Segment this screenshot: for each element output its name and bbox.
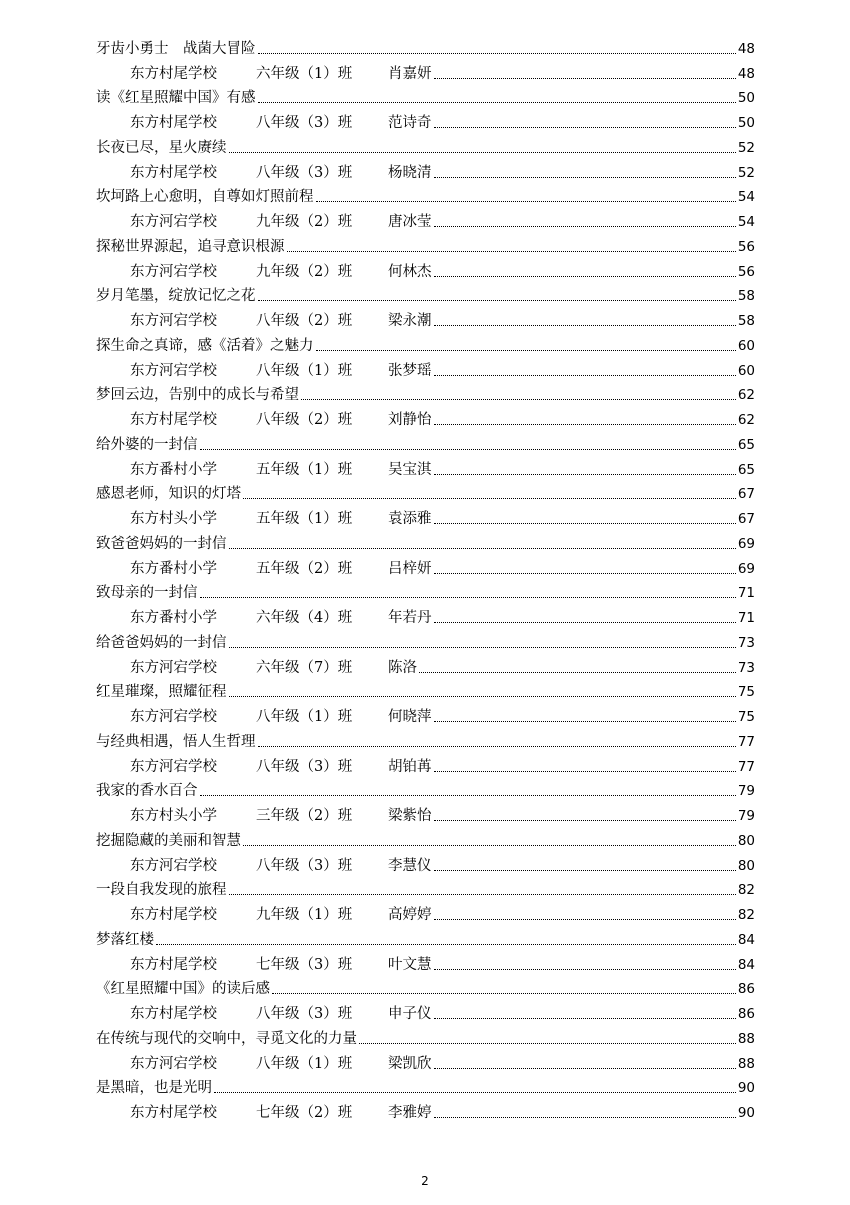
dot-leader bbox=[316, 350, 736, 351]
entry-page: 54 bbox=[737, 214, 755, 230]
entry-school: 东方河宕学校 bbox=[130, 1055, 217, 1072]
toc-author-row[interactable] bbox=[96, 652, 755, 677]
entry-author: 梁紫怡 bbox=[388, 808, 432, 824]
toc-author-row[interactable] bbox=[96, 404, 755, 429]
entry-author: 何晓萍 bbox=[388, 709, 432, 725]
entry-page: 80 bbox=[737, 857, 755, 874]
dot-leader bbox=[229, 548, 736, 549]
entry-page: 80 bbox=[737, 832, 755, 849]
entry-author: 梁永潮 bbox=[388, 313, 432, 329]
toc-author-row[interactable] bbox=[96, 602, 755, 627]
entry-grade: 八年级（1）班 bbox=[256, 362, 353, 379]
entry-grade: 三年级（2）班 bbox=[256, 808, 353, 824]
entry-grade: 六年级（7）班 bbox=[256, 659, 353, 676]
entry-grade: 八年级（3）班 bbox=[256, 758, 353, 775]
dot-leader bbox=[287, 251, 736, 252]
dot-leader bbox=[434, 1018, 736, 1019]
entry-author: 吴宝淇 bbox=[388, 461, 432, 478]
toc-author-row[interactable] bbox=[96, 800, 755, 825]
entry-title: 致爸爸妈妈的一封信 bbox=[96, 535, 227, 552]
entry-title: 与经典相遇，悟人生哲理 bbox=[96, 733, 256, 750]
entry-author: 李雅婷 bbox=[388, 1105, 432, 1121]
page-number: 2 bbox=[421, 1174, 429, 1188]
dot-leader bbox=[434, 375, 736, 376]
toc-title-row[interactable] bbox=[96, 83, 755, 108]
entry-page: 77 bbox=[737, 733, 755, 750]
entry-page: 58 bbox=[737, 288, 755, 305]
toc-title-row[interactable] bbox=[96, 924, 755, 949]
dot-leader bbox=[434, 969, 736, 970]
entry-grade: 八年级（3）班 bbox=[256, 1006, 353, 1022]
entry-author: 刘静怡 bbox=[388, 412, 432, 428]
entry-grade: 八年级（3）班 bbox=[256, 857, 353, 874]
entry-author: 梁凯欣 bbox=[388, 1055, 432, 1072]
dot-leader bbox=[434, 226, 736, 227]
entry-author: 杨晓清 bbox=[388, 164, 432, 181]
dot-leader bbox=[214, 1092, 736, 1093]
toc-title-row[interactable] bbox=[96, 528, 755, 553]
dot-leader bbox=[434, 523, 736, 524]
toc-author-row[interactable] bbox=[96, 850, 755, 875]
dot-leader bbox=[419, 672, 736, 673]
toc-author-row[interactable] bbox=[96, 701, 755, 726]
entry-page: 60 bbox=[737, 362, 755, 379]
toc-title-row[interactable] bbox=[96, 627, 755, 652]
dot-leader bbox=[272, 993, 736, 994]
entry-author: 吕梓妍 bbox=[388, 560, 432, 577]
dot-leader bbox=[316, 201, 736, 202]
toc-title-row[interactable] bbox=[96, 182, 755, 207]
entry-school: 东方村尾学校 bbox=[130, 1105, 217, 1121]
toc-title-row[interactable] bbox=[96, 677, 755, 702]
entry-school: 东方河宕学校 bbox=[130, 857, 217, 874]
entry-page: 84 bbox=[737, 931, 755, 948]
dot-leader bbox=[434, 573, 736, 574]
entry-page: 52 bbox=[737, 164, 755, 181]
dot-leader bbox=[359, 1043, 736, 1044]
toc-author-row[interactable] bbox=[96, 899, 755, 924]
toc-title-row[interactable] bbox=[96, 281, 755, 306]
entry-page: 54 bbox=[737, 189, 755, 206]
toc-author-row[interactable] bbox=[96, 553, 755, 578]
dot-leader bbox=[200, 795, 736, 796]
entry-author: 年若丹 bbox=[388, 610, 432, 626]
entry-author: 袁添雅 bbox=[388, 511, 432, 527]
entry-title: 牙齿小勇士 战菌大冒险 bbox=[96, 40, 256, 57]
entry-school: 东方番村小学 bbox=[130, 461, 217, 478]
dot-leader bbox=[434, 870, 736, 871]
toc-title-row[interactable] bbox=[96, 330, 755, 355]
entry-title: 我家的香水百合 bbox=[96, 783, 198, 800]
entry-page: 69 bbox=[737, 535, 755, 552]
entry-author: 何林杰 bbox=[388, 263, 432, 280]
entry-page: 62 bbox=[737, 387, 755, 404]
dot-leader bbox=[243, 845, 736, 846]
dot-leader bbox=[229, 894, 736, 895]
entry-author: 李慧仪 bbox=[388, 857, 432, 874]
dot-leader bbox=[434, 721, 736, 722]
entry-author: 张梦瑶 bbox=[388, 362, 432, 379]
dot-leader bbox=[156, 944, 736, 945]
entry-page: 71 bbox=[737, 585, 755, 602]
entry-page: 56 bbox=[737, 263, 755, 280]
entry-school: 东方村头小学 bbox=[130, 808, 217, 824]
entry-page: 82 bbox=[737, 882, 755, 899]
dot-leader bbox=[434, 474, 736, 475]
dot-leader bbox=[258, 102, 736, 103]
entry-grade: 七年级（3）班 bbox=[256, 956, 353, 973]
entry-title: 梦回云边，告别中的成长与希望 bbox=[96, 387, 299, 404]
toc-author-row[interactable] bbox=[96, 751, 755, 776]
toc-title-row[interactable] bbox=[96, 578, 755, 603]
entry-title: 《红星照耀中国》的读后感 bbox=[96, 981, 270, 998]
entry-title: 探生命之真谛，感《活着》之魅力 bbox=[96, 337, 314, 354]
entry-page: 88 bbox=[737, 1055, 755, 1072]
toc-author-row[interactable] bbox=[96, 355, 755, 380]
entry-grade: 六年级（1）班 bbox=[256, 65, 353, 82]
entry-page: 48 bbox=[737, 40, 755, 57]
toc-author-row[interactable] bbox=[96, 1097, 755, 1122]
toc-title-row[interactable] bbox=[96, 875, 755, 900]
entry-grade: 八年级（1）班 bbox=[256, 709, 353, 725]
dot-leader bbox=[200, 597, 736, 598]
toc-title-row[interactable] bbox=[96, 231, 755, 256]
entry-title: 给外婆的一封信 bbox=[96, 436, 198, 453]
entry-author: 申子仪 bbox=[388, 1006, 432, 1022]
entry-grade: 九年级（2）班 bbox=[256, 263, 353, 280]
toc-author-row[interactable] bbox=[96, 256, 755, 281]
entry-title: 长夜已尽，星火赓续 bbox=[96, 139, 227, 156]
entry-school: 东方村头小学 bbox=[130, 511, 217, 527]
dot-leader bbox=[434, 1068, 736, 1069]
entry-school: 东方村尾学校 bbox=[130, 164, 217, 181]
entry-page: 58 bbox=[737, 313, 755, 329]
entry-page: 82 bbox=[737, 907, 755, 923]
toc-author-row[interactable] bbox=[96, 1048, 755, 1073]
toc-author-row[interactable] bbox=[96, 107, 755, 132]
entry-grade: 五年级（1）班 bbox=[256, 461, 353, 478]
toc-author-row[interactable] bbox=[96, 503, 755, 528]
entry-school: 东方河宕学校 bbox=[130, 362, 217, 379]
entry-title: 挖掘隐藏的美丽和智慧 bbox=[96, 832, 241, 849]
dot-leader bbox=[434, 771, 736, 772]
entry-page: 75 bbox=[737, 684, 755, 701]
toc-title-row[interactable] bbox=[96, 776, 755, 801]
toc-author-row[interactable] bbox=[96, 157, 755, 182]
toc-title-row[interactable] bbox=[96, 974, 755, 999]
entry-title: 一段自我发现的旅程 bbox=[96, 882, 227, 899]
entry-page: 77 bbox=[737, 758, 755, 775]
entry-author: 唐冰莹 bbox=[388, 214, 432, 230]
entry-page: 79 bbox=[737, 783, 755, 800]
entry-page: 62 bbox=[737, 412, 755, 428]
entry-school: 东方河宕学校 bbox=[130, 659, 217, 676]
entry-page: 86 bbox=[737, 981, 755, 998]
entry-grade: 六年级（4）班 bbox=[256, 610, 353, 626]
dot-leader bbox=[434, 919, 736, 920]
entry-page: 90 bbox=[737, 1105, 755, 1121]
entry-title: 红星璀璨，照耀征程 bbox=[96, 684, 227, 701]
dot-leader bbox=[434, 424, 736, 425]
entry-page: 50 bbox=[737, 115, 755, 131]
entry-page: 86 bbox=[737, 1006, 755, 1022]
toc-title-row[interactable] bbox=[96, 132, 755, 157]
dot-leader bbox=[434, 177, 736, 178]
toc-author-row[interactable] bbox=[96, 305, 755, 330]
entry-title: 在传统与现代的交响中，寻觅文化的力量 bbox=[96, 1030, 357, 1047]
entry-author: 高婷婷 bbox=[388, 907, 432, 923]
entry-school: 东方村尾学校 bbox=[130, 65, 217, 82]
entry-school: 东方河宕学校 bbox=[130, 313, 217, 329]
entry-grade: 八年级（3）班 bbox=[256, 164, 353, 181]
entry-school: 东方村尾学校 bbox=[130, 956, 217, 973]
dot-leader bbox=[258, 53, 736, 54]
entry-page: 67 bbox=[737, 511, 755, 527]
entry-page: 73 bbox=[737, 634, 755, 651]
entry-title: 探秘世界源起，追寻意识根源 bbox=[96, 238, 285, 255]
entry-grade: 八年级（3）班 bbox=[256, 115, 353, 131]
entry-title: 坎坷路上心愈明，自尊如灯照前程 bbox=[96, 189, 314, 206]
entry-grade: 九年级（1）班 bbox=[256, 907, 353, 923]
entry-page: 75 bbox=[737, 709, 755, 725]
dot-leader bbox=[434, 276, 736, 277]
dot-leader bbox=[229, 152, 736, 153]
entry-school: 东方河宕学校 bbox=[130, 214, 217, 230]
entry-school: 东方村尾学校 bbox=[130, 115, 217, 131]
entry-author: 范诗奇 bbox=[388, 115, 432, 131]
entry-page: 52 bbox=[737, 139, 755, 156]
toc-title-row[interactable] bbox=[96, 1073, 755, 1098]
toc-title-row[interactable] bbox=[96, 726, 755, 751]
entry-school: 东方番村小学 bbox=[130, 560, 217, 577]
entry-page: 79 bbox=[737, 808, 755, 824]
entry-author: 肖嘉妍 bbox=[388, 65, 432, 82]
entry-page: 50 bbox=[737, 90, 755, 107]
toc-author-row[interactable] bbox=[96, 949, 755, 974]
entry-grade: 七年级（2）班 bbox=[256, 1105, 353, 1121]
entry-page: 60 bbox=[737, 337, 755, 354]
entry-school: 东方村尾学校 bbox=[130, 412, 217, 428]
entry-page: 65 bbox=[737, 436, 755, 453]
entry-title: 读《红星照耀中国》有感 bbox=[96, 90, 256, 107]
entry-page: 67 bbox=[737, 486, 755, 503]
toc-author-row[interactable] bbox=[96, 58, 755, 83]
toc-title-row[interactable] bbox=[96, 479, 755, 504]
dot-leader bbox=[200, 449, 736, 450]
entry-title: 致母亲的一封信 bbox=[96, 585, 198, 602]
entry-page: 73 bbox=[737, 659, 755, 676]
entry-page: 71 bbox=[737, 610, 755, 626]
dot-leader bbox=[243, 498, 736, 499]
dot-leader bbox=[434, 78, 736, 79]
toc-title-row[interactable] bbox=[96, 33, 755, 58]
entry-title: 是黑暗，也是光明 bbox=[96, 1080, 212, 1097]
entry-title: 感恩老师，知识的灯塔 bbox=[96, 486, 241, 503]
entry-school: 东方河宕学校 bbox=[130, 263, 217, 280]
entry-page: 56 bbox=[737, 238, 755, 255]
dot-leader bbox=[434, 1117, 736, 1118]
entry-page: 69 bbox=[737, 560, 755, 577]
entry-title: 给爸爸妈妈的一封信 bbox=[96, 634, 227, 651]
entry-grade: 五年级（1）班 bbox=[256, 511, 353, 527]
dot-leader bbox=[434, 127, 736, 128]
entry-author: 陈洛 bbox=[388, 659, 417, 676]
entry-page: 88 bbox=[737, 1030, 755, 1047]
entry-grade: 九年级（2）班 bbox=[256, 214, 353, 230]
entry-grade: 八年级（2）班 bbox=[256, 313, 353, 329]
table-of-contents bbox=[96, 33, 755, 1122]
entry-grade: 八年级（2）班 bbox=[256, 412, 353, 428]
entry-page: 84 bbox=[737, 956, 755, 973]
dot-leader bbox=[258, 746, 736, 747]
toc-title-row[interactable] bbox=[96, 380, 755, 405]
entry-school: 东方番村小学 bbox=[130, 610, 217, 626]
entry-author: 胡铂苒 bbox=[388, 758, 432, 775]
toc-author-row[interactable] bbox=[96, 998, 755, 1023]
entry-page: 48 bbox=[737, 65, 755, 82]
toc-title-row[interactable] bbox=[96, 825, 755, 850]
entry-school: 东方村尾学校 bbox=[130, 907, 217, 923]
entry-title: 梦落红楼 bbox=[96, 931, 154, 948]
entry-author: 叶文慧 bbox=[388, 956, 432, 973]
toc-title-row[interactable] bbox=[96, 1023, 755, 1048]
entry-title: 岁月笔墨，绽放记忆之花 bbox=[96, 288, 256, 305]
toc-author-row[interactable] bbox=[96, 206, 755, 231]
dot-leader bbox=[434, 622, 736, 623]
entry-grade: 五年级（2）班 bbox=[256, 560, 353, 577]
entry-school: 东方河宕学校 bbox=[130, 758, 217, 775]
entry-page: 90 bbox=[737, 1080, 755, 1097]
dot-leader bbox=[258, 300, 736, 301]
dot-leader bbox=[434, 325, 736, 326]
dot-leader bbox=[301, 399, 736, 400]
dot-leader bbox=[229, 647, 736, 648]
entry-page: 65 bbox=[737, 461, 755, 478]
dot-leader bbox=[434, 820, 736, 821]
toc-author-row[interactable] bbox=[96, 454, 755, 479]
entry-school: 东方河宕学校 bbox=[130, 709, 217, 725]
toc-title-row[interactable] bbox=[96, 429, 755, 454]
entry-school: 东方村尾学校 bbox=[130, 1006, 217, 1022]
entry-grade: 八年级（1）班 bbox=[256, 1055, 353, 1072]
dot-leader bbox=[229, 696, 736, 697]
